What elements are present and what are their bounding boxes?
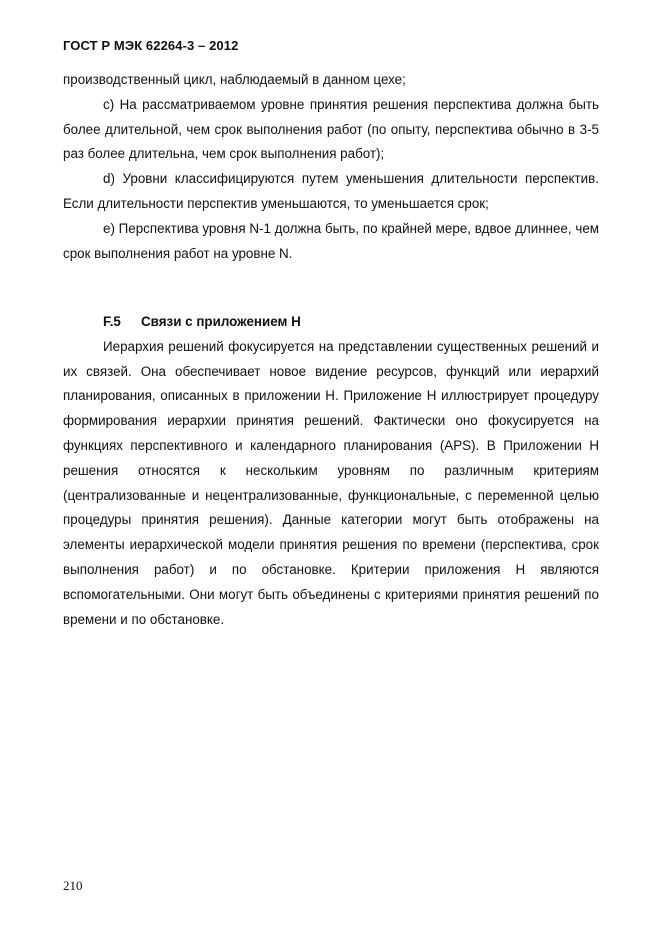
section-number: F.5 bbox=[103, 314, 121, 329]
section-heading bbox=[63, 310, 599, 335]
section-body-paragraph: Иерархия решений фокусируется на представлении существенных решений и их связей. Она обеспечивает новое видение ресурсов, функций или иерархий планирования, описанных в приложении H. Приложение H иллюстрирует процедуру формирования иерархии принятия решений. Фактически оно фокусируется на функциях перспективного и календарного планирования (APS). В Приложении H решения относятся к нескольким уровням по различным критериям (централизованные и нецентрализованные, функциональные, с переменной целью процедуры принятия решения). Данные категории могут быть отображены на элементы иерархической модели принятия решения по времени (перспектива, срок выполнения работ) и по обстановке. Критерии приложения H являются вспомогательными. Они могут быть объединены с критериями принятия решений по времени и по обстановке. bbox=[63, 338, 599, 627]
paragraph-item-e: e) Перспектива уровня N-1 должна быть, по крайней мере, вдвое длиннее, чем срок выполнения работ на уровне N. bbox=[63, 220, 599, 261]
section-title: Связи с приложением H bbox=[141, 314, 301, 329]
paragraph-item-d: d) Уровни классифицируются путем уменьшения длительности перспектив. Если длительности перспектив уменьшаются, то уменьшается срок; bbox=[63, 171, 599, 211]
paragraph-item-c: c) На рассматриваемом уровне принятия решения перспектива должна быть более длительной, чем срок выполнения работ (по опыту, перспектива обычно в 3-5 раз более длительна, чем срок выполнения работ); bbox=[63, 96, 599, 162]
section-f5 bbox=[63, 310, 599, 632]
text-block-top bbox=[63, 68, 599, 266]
page-number: 210 bbox=[63, 878, 83, 893]
document-header: ГОСТ Р МЭК 62264-3 – 2012 bbox=[63, 38, 239, 53]
paragraph-continuation: производственный цикл, наблюдаемый в данном цехе; bbox=[63, 72, 406, 87]
